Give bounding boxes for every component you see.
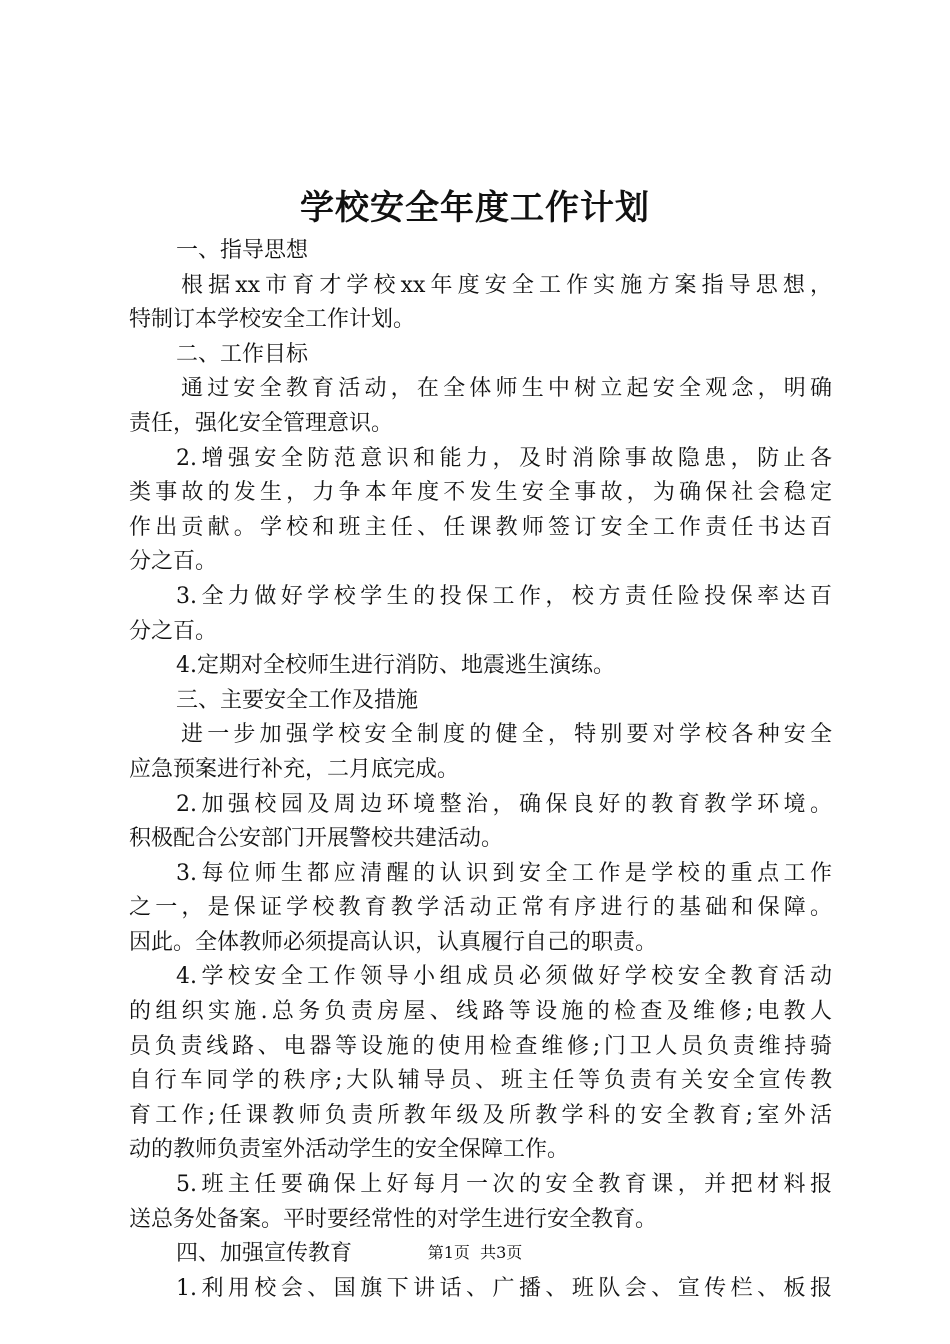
paragraph-line: 自行车同学的秩序;大队辅导员、班主任等负责有关安全宣传教 [129,1068,832,1094]
paragraph-line: 作出贡献。学校和班主任、任课教师签订安全工作责任书达百 [129,514,832,540]
paragraph-line: 动的教师负责室外活动学生的安全保障工作。 [129,1137,570,1163]
paragraph-line: 分之百。 [129,549,218,575]
paragraph-line: 分之百。 [129,618,218,644]
section-heading: 三、主要安全工作及措施 [176,687,419,713]
paragraph-line: 积极配合公安部门开展警校共建活动。 [129,826,504,852]
paragraph-line: 2.加强校园及周边环境整治，确保良好的教育教学环境。 [176,791,832,817]
paragraph-line: 1.利用校会、国旗下讲话、广播、班队会、宣传栏、板报 [176,1275,832,1301]
paragraph-line: 进一步加强学校安全制度的健全，特别要对学校各种安全 [181,722,832,748]
page-footer [0,1242,950,1264]
paragraph-line: 员负责线路、电器等设施的使用检查维修;门卫人员负责维持骑 [129,1033,832,1059]
paragraph-line: 的组织实施.总务负责房屋、线路等设施的检查及维修;电教人 [129,999,832,1025]
paragraph-line: 育工作;任课教师负责所教年级及所教学科的安全教育;室外活 [129,1102,832,1128]
page-total: 共3页 [480,1243,523,1262]
paragraph-line: 应急预案进行补充，二月底完成。 [129,756,460,782]
paragraph-line: 3.每位师生都应清醒的认识到安全工作是学校的重点工作 [176,860,832,886]
document-body [129,234,832,1306]
paragraph-line: 5.班主任要确保上好每月一次的安全教育课，并把材料报 [176,1172,832,1198]
paragraph-line: 因此。全体教师必须提高认识，认真履行自己的职责。 [129,929,658,955]
paragraph-line: 责任，强化安全管理意识。 [129,410,394,436]
document-title: 学校安全年度工作计划 [300,188,650,228]
paragraph-line: 3.全力做好学校学生的投保工作，校方责任险投保率达百 [176,583,832,609]
paragraph-line: 4.定期对全校师生进行消防、地震逃生演练。 [176,653,615,679]
paragraph-line: 特制订本学校安全工作计划。 [129,307,416,333]
page-number: 第1页 [427,1243,470,1262]
section-heading: 四、加强宣传教育 [176,1241,353,1267]
paragraph-line: 2.增强安全防范意识和能力，及时消除事故隐患，防止各 [176,445,832,471]
paragraph-line: 之一，是保证学校教育教学活动正常有序进行的基础和保障。 [129,895,832,921]
paragraph-line: 根据xx市育才学校xx年度安全工作实施方案指导思想， [181,272,832,298]
section-heading: 一、指导思想 [176,238,309,263]
paragraph-line: 4.学校安全工作领导小组成员必须做好学校安全教育活动 [176,964,832,990]
paragraph-line: 通过安全教育活动，在全体师生中树立起安全观念，明确 [181,376,832,402]
paragraph-line: 类事故的发生，力争本年度不发生安全事故，为确保社会稳定 [129,480,832,506]
paragraph-line: 送总务处备案。平时要经常性的对学生进行安全教育。 [129,1206,658,1232]
section-heading: 二、工作目标 [176,341,309,367]
